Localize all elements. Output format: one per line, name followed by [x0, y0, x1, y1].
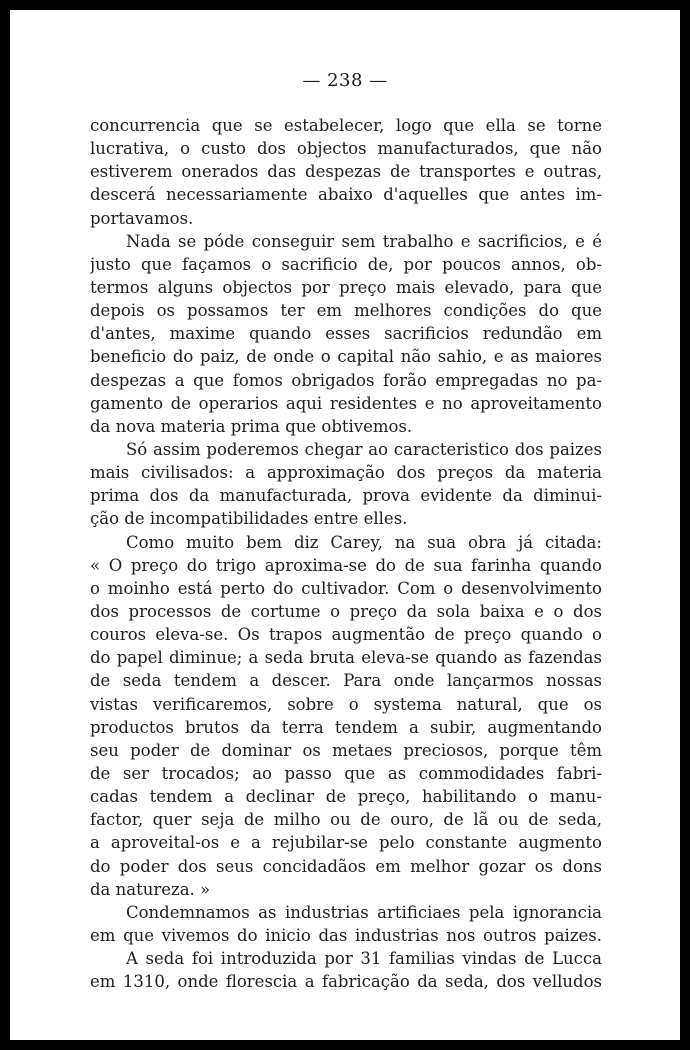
- text-line: da natureza. »: [90, 879, 211, 899]
- text-line: da nova materia prima que obtivemos.: [90, 416, 413, 436]
- text-line: beneficio do paiz, de onde o capital não sahio, e as maiores: [90, 347, 602, 367]
- text-line: em 1310, onde florescia a fabricação da seda, dos velludos: [90, 972, 602, 992]
- text-line: gamento de operarios aqui residentes e no aproveitamento: [90, 393, 602, 413]
- text-line: vistas verificaremos, sobre o systema natural, que os: [90, 694, 602, 714]
- text-line: concurrencia que se estabelecer, logo que ella se torne: [90, 116, 602, 135]
- text-line: do poder dos seus concidadãos em melhor gozar os dons: [90, 856, 602, 876]
- text-line: productos brutos da terra tendem a subir, augmentando: [90, 717, 602, 737]
- text-line: « O preço do trigo aproxima-se do de sua farinha quando: [90, 555, 602, 575]
- text-line: em que vivemos do inicio das industrias nos outros paizes.: [90, 925, 602, 945]
- text-line: de ser trocados; ao passo que as commodidades fabri-: [90, 763, 602, 783]
- text-line: seu poder de dominar os metaes preciosos, porque têm: [90, 740, 602, 760]
- text-line: dos processos de cortume o preço da sola baixa e o dos: [90, 601, 602, 621]
- text-line: Como muito bem diz Carey, na sua obra já citada:: [126, 532, 602, 552]
- text-line: factor, quer seja de milho ou de ouro, de lã ou de seda,: [90, 810, 602, 830]
- body-text: [90, 114, 602, 993]
- text-line: termos alguns objectos por preço mais elevado, para que: [90, 277, 602, 297]
- text-line: depois os possamos ter em melhores condições do que: [90, 301, 602, 321]
- text-line: prima dos da manufacturada, prova evidente da diminui-: [90, 486, 602, 506]
- text-line: lucrativa, o custo dos objectos manufacturados, que não: [90, 139, 602, 159]
- text-line: despezas a que fomos obrigados forão empregadas no pa-: [90, 370, 602, 390]
- text-line: estiverem onerados das despezas de transportes e outras,: [90, 162, 602, 182]
- text-line: descerá necessariamente abaixo d'aquelles que antes im-: [90, 185, 602, 205]
- text-line: mais civilisados: a approximação dos preços da materia: [90, 463, 602, 483]
- text-line: Nada se póde conseguir sem trabalho e sacrificios, e é: [126, 231, 602, 251]
- text-line: Condemnamos as industrias artificiaes pela ignorancia: [126, 902, 602, 922]
- text-line: A seda foi introduzida por 31 familias vindas de Lucca: [126, 949, 602, 969]
- text-line: do papel diminue; a seda bruta eleva-se quando as fazendas: [90, 648, 602, 668]
- text-line: couros eleva-se. Os trapos augmentão de preço quando o: [90, 625, 602, 645]
- text-line: a aproveital-os e a rejubilar-se pelo constante augmento: [90, 833, 602, 853]
- text-line: d'antes, maxime quando esses sacrificios redundão em: [90, 324, 602, 344]
- page-number: — 238 —: [302, 70, 388, 91]
- text-line: justo que façamos o sacrificio de, por poucos annos, ob-: [90, 254, 602, 274]
- text-line: de seda tendem a descer. Para onde lançarmos nossas: [90, 671, 602, 691]
- text-line: cadas tendem a declinar de preço, habilitando o manu-: [90, 787, 602, 807]
- text-line: Só assim poderemos chegar ao caracteristico dos paizes: [126, 439, 602, 459]
- text-line: o moinho está perto do cultivador. Com o desenvolvimento: [90, 578, 602, 598]
- text-line: portavamos.: [90, 208, 194, 228]
- book-page: [10, 10, 680, 1040]
- text-line: ção de incompatibilidades entre elles.: [90, 509, 408, 529]
